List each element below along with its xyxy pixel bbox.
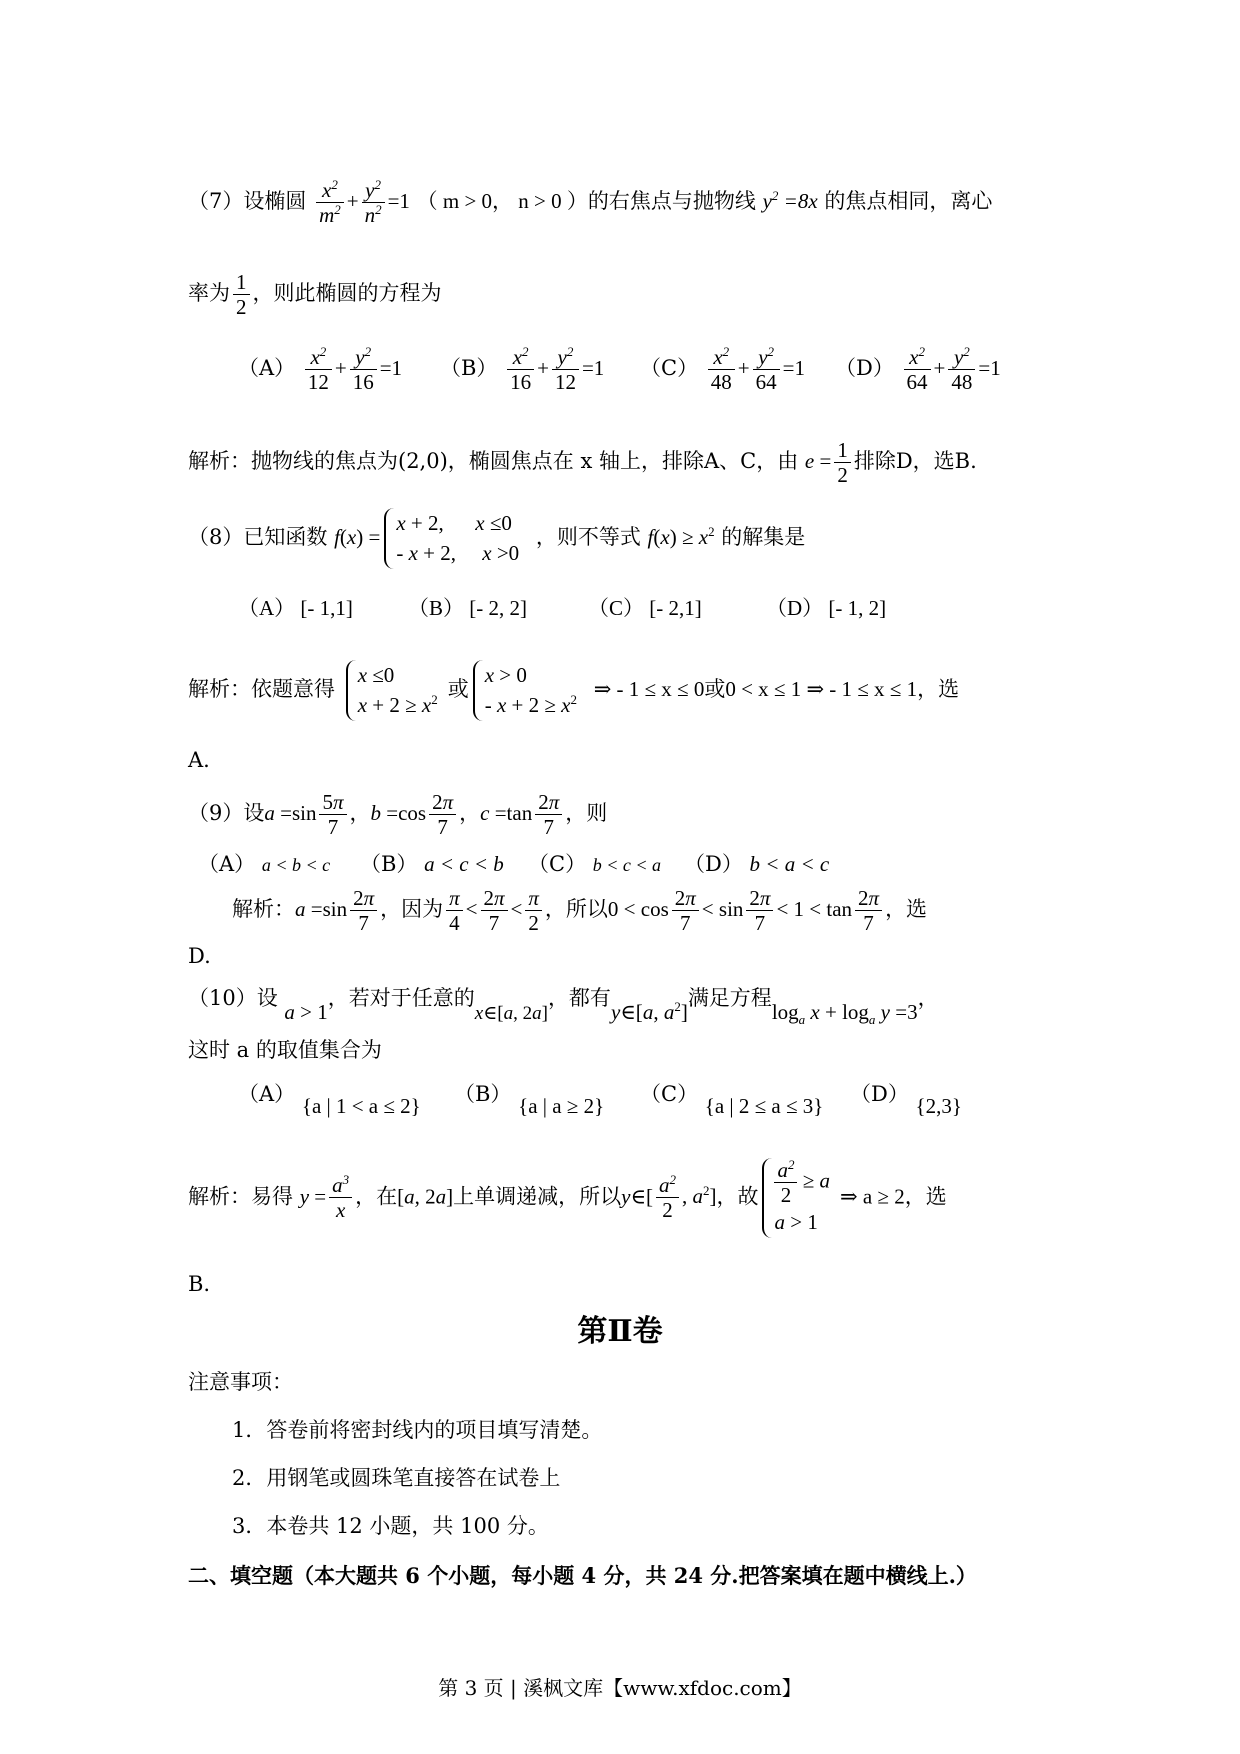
option-value: b < a < c: [749, 852, 830, 876]
q7-line2: [188, 270, 442, 319]
q8-piecewise: x + 2, x ≤0 - x + 2, x >0: [384, 508, 525, 569]
option-label: （A）: [198, 852, 256, 876]
q9-analysis-fraction: $\frac{2\pi}{7}$: [672, 886, 699, 935]
q10-p4: 满足方程: [687, 986, 772, 1010]
option-denominator: 16: [352, 370, 374, 395]
q8-pre: （8）已知函数: [188, 524, 328, 549]
option-denominator: 48: [710, 370, 732, 395]
option-value: {a | a ≥ 2}: [518, 1094, 605, 1118]
q10-analysis-p2: ，在: [355, 1184, 398, 1209]
q10-analysis-p4: ，故: [716, 1184, 759, 1209]
option-value: [- 1, 2]: [828, 596, 887, 620]
q7-fraction-y: $\frac{y^2}{n^2}$: [362, 178, 385, 227]
q10-analysis: 解析：易得 y = $\frac{a^3}{x}$ ，在[a, 2a]上单调递减，所以y∈[ $\frac{a^2}{2}$ , $a^2$]，故 $\frac{a^2}{2}$ ≥ a a > 1 ⇒ a ≥ 2，选: [188, 1158, 947, 1238]
q8-analysis-end: A.: [188, 748, 210, 772]
option-value: {a | 1 < a ≤ 2}: [301, 1094, 421, 1118]
option-fraction-x: $\frac{x^2}{12}$: [305, 345, 332, 394]
note-item: 2．用钢笔或圆珠笔直接答在试卷上: [232, 1466, 561, 1490]
option-denominator: 48: [951, 370, 973, 395]
q9-analysis-end: D.: [188, 944, 211, 968]
q9-analysis-fraction: $\frac{2\pi}{7}$: [481, 886, 508, 935]
q10-option-c: [640, 1078, 824, 1118]
option-value: {a | 2 ≤ a ≤ 3}: [704, 1094, 824, 1118]
option-label: （B）: [454, 1082, 512, 1106]
note-item: 3．本卷共 12 小题，共 100 分。: [232, 1514, 549, 1538]
option-label: （A）: [238, 1082, 296, 1106]
q7-fraction-x: $\frac{x^2}{m^2}$: [316, 178, 344, 227]
q9-fraction-c: $\frac{2\pi}{7}$: [535, 790, 562, 839]
q9-analysis-pre: 解析：: [232, 897, 295, 922]
option-value: a < b < c: [261, 855, 331, 875]
fill-in-title: 二、填空题（本大题共 6 个小题，每小题 4 分，共 24 分.把答案填在题中横线上.）: [188, 1563, 977, 1588]
q9-analysis-fraction: $\frac{2\pi}{7}$: [746, 886, 773, 935]
q10-analysis-fraction: $\frac{a^3}{x}$: [329, 1173, 352, 1222]
q8-option-d: [766, 592, 886, 622]
q8-analysis-pre: 解析：依题意得: [188, 676, 335, 701]
q8-analysis-chain: ⇒ - 1 ≤ x ≤ 0或0 < x ≤ 1 ⇒ - 1 ≤ x ≤ 1，选: [593, 676, 960, 701]
q9-fraction-a: $\frac{5\pi}{7}$: [319, 790, 346, 839]
q9-analysis-mid: ，因为: [380, 897, 444, 922]
q9-analysis-fraction: $\frac{2\pi}{7}$: [350, 886, 377, 935]
q8-analysis: [188, 660, 959, 721]
option-value: [- 2,1]: [649, 596, 702, 620]
q9-option-d: [684, 848, 829, 878]
q7-analysis-fraction: $\frac{1}{2}$: [834, 438, 851, 487]
q8-mid: ，则不等式: [535, 524, 641, 549]
note-item: 1．答卷前将密封线内的项目填写清楚。: [232, 1418, 603, 1442]
q7-pre: （7）设椭圆: [188, 189, 307, 214]
q9-option-a: [198, 848, 330, 878]
option-fraction-y: $\frac{y^2}{48}$: [948, 345, 975, 394]
q7-option-a: （A） $\frac{x^2}{12}$ + $\frac{y^2}{16}$ =1: [238, 344, 403, 395]
notes-title: 注意事项：: [188, 1370, 293, 1394]
q10-system: $\frac{a^2}{2}$ ≥ a a > 1: [762, 1158, 836, 1238]
q10-analysis-end: B.: [188, 1272, 211, 1296]
section-heading: 第Ⅱ卷: [577, 1314, 663, 1349]
q7-option-c: （C） $\frac{x^2}{48}$ + $\frac{y^2}{64}$ =1: [640, 344, 805, 395]
option-denominator: 16: [510, 370, 532, 395]
q7-line2-pre: 率为: [188, 281, 230, 306]
q10-line1: （10）设 a > 1，若对于任意的x∈[a, 2a]，都有y∈[a, $a^2$]满足方程$\log_a x + \log_a y =3$，: [188, 986, 939, 1028]
q10-analysis-fraction: $\frac{a^2}{2}$: [656, 1173, 679, 1222]
q8-line1: （8）已知函数 f(x) = x + 2, x ≤0 - x + 2, x >0 ，则不等式 $f(x) \ge x^2$ 的解集是: [188, 508, 805, 569]
option-fraction-y: $\frac{y^2}{12}$: [552, 345, 579, 394]
option-value: b < c < a: [592, 855, 662, 875]
q10-option-a: [238, 1078, 421, 1118]
q8-option-c: [588, 592, 702, 622]
q7-analysis: 解析：抛物线的焦点为(2,0)，椭圆焦点在 x 轴上，排除A、C，由 e = $\frac{1}{2}$ 排除D，选B.: [188, 438, 977, 488]
q9-analysis-mid2: ，所以: [544, 897, 608, 922]
q7-line1: （7）设椭圆 $\frac{x^2}{m^2}$ + $\frac{y^2}{n^2}$ =1 （ m > 0， n > 0 ）的右焦点与抛物线 $y^2 =8x$ 的焦点相同，离心: [188, 177, 993, 228]
option-label: （C）: [640, 356, 699, 381]
q10-line2: 这时 a 的取值集合为: [188, 1038, 382, 1062]
option-label: （D）: [684, 852, 743, 876]
q8-option-b: [408, 592, 527, 622]
q9-analysis-fraction: $\frac{\pi}{2}$: [525, 886, 542, 935]
q10-p2: ，若对于任意的: [327, 986, 475, 1010]
q10-analysis-p3: 上单调递减，所以: [453, 1184, 622, 1209]
page-footer: 第 3 页 | 溪枫文库【www.xfdoc.com】: [438, 1676, 802, 1700]
q8-post: 的解集是: [721, 524, 806, 549]
option-label: （D）: [766, 596, 824, 620]
q7-analysis-end: 排除D，选B.: [853, 449, 977, 474]
q8-system-2: x > 0 - $x + 2 \ge x^2$: [473, 660, 583, 721]
option-label: （C）: [528, 852, 587, 876]
q9-pre: （9）设: [188, 801, 265, 826]
q9-option-b: [360, 848, 504, 878]
q8-inequality: f: [647, 524, 654, 549]
q10-p3: ，都有: [547, 986, 611, 1010]
option-label: （C）: [588, 596, 645, 620]
option-fraction-y: $\frac{y^2}{64}$: [753, 345, 780, 394]
q7-post: 的焦点相同，离心: [824, 189, 993, 214]
q9-fraction-b: $\frac{2\pi}{7}$: [429, 790, 456, 839]
q8-analysis-or: 或: [447, 676, 469, 701]
option-fraction-x: $\frac{x^2}{64}$: [904, 345, 931, 394]
option-label: （C）: [640, 1082, 699, 1106]
option-label: （D）: [850, 1082, 909, 1106]
option-label: （D）: [835, 356, 894, 381]
option-label: （A）: [238, 356, 296, 381]
q9-option-c: [528, 848, 661, 878]
q8-function: f: [334, 524, 340, 549]
option-value: [- 1,1]: [300, 596, 353, 620]
q7-option-d: （D） $\frac{x^2}{64}$ + $\frac{y^2}{48}$ =1: [835, 344, 1001, 395]
option-fraction-y: $\frac{y^2}{16}$: [350, 345, 377, 394]
q10-option-d: [850, 1078, 962, 1118]
option-denominator: 12: [554, 370, 576, 395]
option-fraction-x: $\frac{x^2}{16}$: [507, 345, 534, 394]
q7-option-b: （B） $\frac{x^2}{16}$ + $\frac{y^2}{12}$ =1: [440, 344, 605, 395]
q10-analysis-tail: ⇒ a ≥ 2，选: [840, 1184, 947, 1209]
option-label: （B）: [408, 596, 465, 620]
q9-line1: （9）设a =sin $\frac{5\pi}{7}$ ，b =cos $\frac{2\pi}{7}$ ，c =tan $\frac{2\pi}{7}$ ，则: [188, 790, 608, 840]
q10-option-b: [454, 1078, 605, 1118]
q7-line2-post: ，则此椭圆的方程为: [252, 281, 442, 306]
q9-analysis-tail: ，选: [885, 897, 928, 922]
q7-eccentricity-fraction: $\frac{1}{2}$: [233, 270, 250, 319]
q10-analysis-pre: 解析：易得: [188, 1184, 293, 1209]
option-value: [- 2, 2]: [469, 596, 527, 620]
option-fraction-x: $\frac{x^2}{48}$: [708, 345, 735, 394]
q7-condition: （ m > 0， n > 0 ）的右焦点与抛物线: [416, 189, 756, 214]
q7-parabola: $y^2 =8x$: [762, 188, 818, 214]
q8-option-a: [238, 592, 353, 622]
q9-analysis: 解析：a =sin $\frac{2\pi}{7}$ ，因为 $\frac{\pi}{4}$ < $\frac{2\pi}{7}$ < $\frac{\pi}{2}$ ，所以0 < cos $\frac{2\pi}{7}$ < sin $\frac{2\pi}{7}$ < 1 < tan $\frac{2\pi}{7}$ ，选: [232, 886, 928, 936]
option-value: a < c < b: [424, 852, 504, 876]
option-denominator: 64: [906, 370, 928, 395]
option-denominator: 64: [755, 370, 777, 395]
option-label: （A）: [238, 596, 296, 620]
option-value: {2,3}: [915, 1094, 962, 1118]
option-denominator: 12: [307, 370, 329, 395]
q9-analysis-fraction: $\frac{2\pi}{7}$: [855, 886, 882, 935]
q7-analysis-text: 解析：抛物线的焦点为(2,0)，椭圆焦点在 x 轴上，排除A、C，由: [188, 449, 799, 474]
q9-analysis-fraction: $\frac{\pi}{4}$: [446, 886, 463, 935]
q10-pre: （10）设: [188, 986, 278, 1010]
option-label: （B）: [440, 356, 498, 381]
q8-system-1: x ≤0 $x + 2 \ge x^2$: [346, 660, 444, 721]
option-label: （B）: [360, 852, 418, 876]
